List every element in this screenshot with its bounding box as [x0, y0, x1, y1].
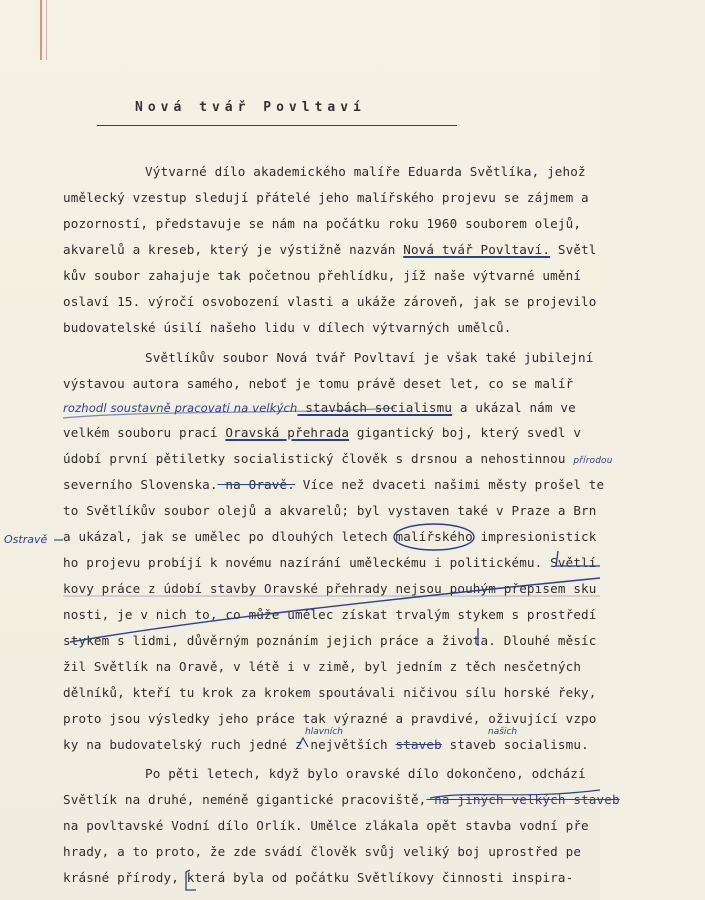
struck-text: na Oravě.: [217, 477, 295, 492]
text-line: dělníků, kteří tu krok za krokem spoutávali ničivou sílu horské řeky,: [63, 685, 597, 700]
text-line: Světlík na druhé, neméně gigantické pracoviště, na jiných velkých staveb: [63, 792, 620, 807]
text-line: kův soubor zahajuje tak početnou přehlídku, jíž naše výtvarné umění: [63, 268, 582, 283]
document-title: Nová tvář Povltaví: [135, 100, 366, 115]
text-line: nosti, je v nich to, co může umělec získat trvalým stykem s prostředí: [63, 607, 597, 622]
text-line: kovy práce z údobí stavby Oravské přehrady nejsou pouhým přepisem sku: [63, 581, 597, 596]
text-line: umělecký vzestup sledují přátelé jeho malířského projevu se zájmem a: [63, 190, 589, 205]
handwritten-insertion: rozhodl soustavně pracovati na velkých: [63, 401, 298, 415]
text-line: proto jsou výsledky jeho práce tak výrazné a pravdivé, oživující vzpo: [63, 711, 597, 726]
text-line: rozhodl soustavně pracovati na velkých stavbách socialismu a ukázal nám ve: [63, 400, 576, 415]
underlined-phrase: Oravská přehrada: [225, 425, 350, 440]
text-line: pozorností, představuje se nám na počátku roku 1960 souborem olejů,: [63, 216, 582, 231]
text-line: výstavou autora samého, neboť je tomu právě deset let, co se malíř: [63, 376, 574, 391]
text-line: na povltavské Vodní dílo Orlík. Umělce zlákala opět stavba vodní pře: [63, 818, 589, 833]
text-line: budovatelské úsilí našeho lidu v dílech výtvarných umělců.: [63, 320, 512, 335]
text-line: žil Světlík na Oravě, v létě i v zimě, byl jedním z těch nesčetných: [63, 659, 582, 674]
handwritten-insertion: našich: [488, 727, 518, 737]
title-underline: [97, 125, 457, 126]
text-line: údobí první pětiletky socialistický člověk s drsnou a nehostinnou přírodou: [63, 451, 613, 466]
handwritten-insertion: hlavních: [305, 727, 343, 737]
struck-text: na jiných velkých staveb: [426, 792, 620, 807]
text-line: oslaví 15. výročí osvobození vlasti a ukáže zároveň, jak se projevilo: [63, 294, 597, 309]
handwritten-insertion: přírodou: [573, 456, 613, 466]
text-line: Výtvarné dílo akademického malíře Eduarda Světlíka, jehož: [145, 164, 586, 179]
red-margin-mark: [40, 0, 47, 60]
struck-text: staveb: [395, 737, 442, 752]
margin-note-ostrave: Ostravě: [4, 533, 48, 546]
text-line: ho projevu probíjí k novému nazírání uměleckému i politickému. Světlí: [63, 555, 597, 570]
text-line: Po pěti letech, když bylo oravské dílo dokončeno, odchází: [145, 766, 586, 781]
text-line: hrady, a to proto, že zde svádí člověk svůj veliký boj uprostřed pe: [63, 844, 582, 859]
text-line: velkém souboru prací Oravská přehrada gigantický boj, který svedl v: [63, 425, 582, 440]
text-line: Světlíkův soubor Nová tvář Povltaví je však také jubilejní: [145, 350, 594, 365]
circled-word: malířského: [395, 529, 473, 544]
text-line: to Světlíkův soubor olejů a akvarelů; byl vystaven také v Praze a Brn: [63, 503, 597, 518]
text-line: ky na budovatelský ruch jedné z největších staveb staveb socialismu.: [63, 737, 589, 752]
text-line: krásné přírody, která byla od počátku Světlíkovy činnosti inspira-: [63, 870, 574, 885]
text-line: akvarelů a kreseb, který je výstižně nazván Nová tvář Povltaví. Světl: [63, 242, 597, 257]
text-line: severního Slovenska. na Oravě. Více než dvaceti našimi městy prošel te: [63, 477, 605, 492]
text-line: a ukázal, jak se umělec po dlouhých letech malířského impresionistick: [63, 529, 597, 544]
text-line: stykem s lidmi, důvěrným poznáním jejich práce a života. Dlouhé měsíc: [63, 633, 597, 648]
underlined-title: Nová tvář Povltaví.: [403, 242, 551, 257]
